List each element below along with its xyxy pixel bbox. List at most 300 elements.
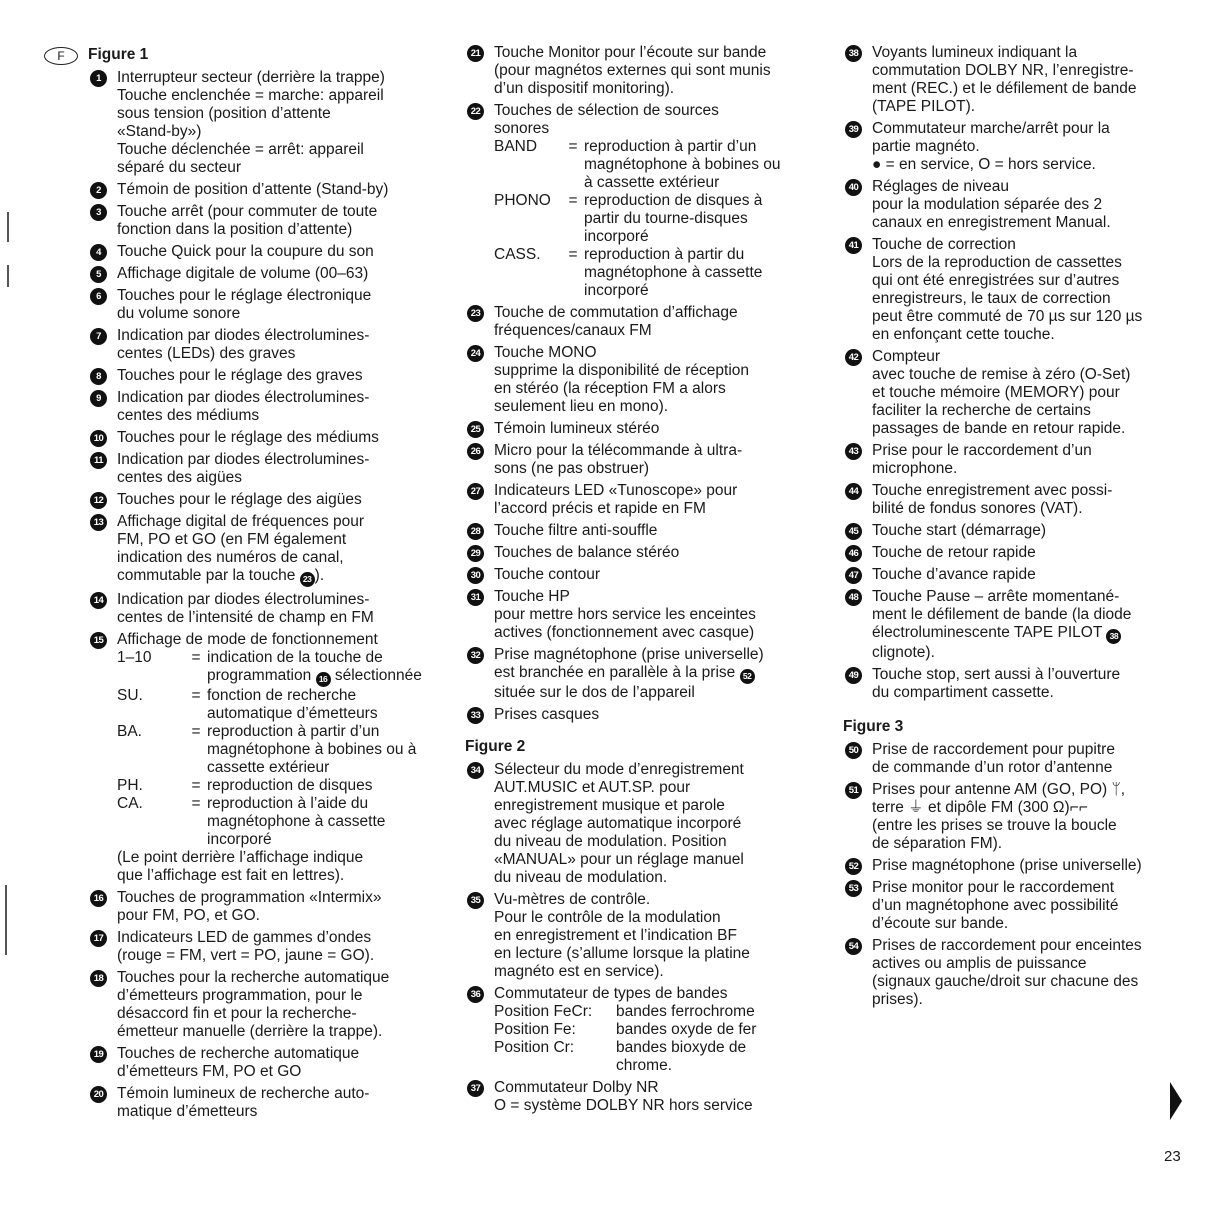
list-item-47 xyxy=(843,566,1193,584)
list-item-45 xyxy=(843,522,1193,540)
entry-line: est branchée en parallèle à la prise 52 xyxy=(494,664,820,684)
list-item-21 xyxy=(465,44,820,98)
entry-line: Touche start (démarrage) xyxy=(872,522,1047,539)
entry-line: O = système DOLBY NR hors service xyxy=(494,1097,753,1114)
entry-line: Compteur xyxy=(872,348,941,365)
definition-key: PH. xyxy=(117,777,143,794)
entry-list xyxy=(465,985,820,1075)
list-item-5 xyxy=(88,265,443,283)
entry-line: Touche contour xyxy=(494,566,600,583)
entry-line: du niveau de modulation. xyxy=(494,869,668,886)
entry-line: (pour magnétos externes qui sont munis xyxy=(494,62,771,79)
entry-line: Voyants lumineux indiquant la xyxy=(872,44,1078,61)
entry-line: Témoin de position d’attente (Stand-by) xyxy=(117,181,389,198)
entry-list xyxy=(465,102,820,300)
item-number-badge: 4 xyxy=(90,244,107,261)
entry-line: sous tension (position d’attente xyxy=(117,105,331,122)
language-badge: F xyxy=(44,47,78,65)
figure-1-list xyxy=(88,69,443,1121)
reference-number-badge: 52 xyxy=(740,669,755,684)
entry-line: que l’affichage est fait en lettres). xyxy=(117,867,345,884)
entry-line: terre ⏚ et dipôle FM (300 Ω)⌐⌐ xyxy=(872,799,1088,816)
list-item-9 xyxy=(88,389,443,425)
entry-line: ment (REC.) et le défilement de bande xyxy=(872,80,1137,97)
entry-line: Interrupteur secteur (derrière la trappe) xyxy=(117,69,385,86)
entry-line: fréquences/canaux FM xyxy=(494,322,652,339)
item-number-badge: 19 xyxy=(90,1046,107,1063)
definition-row xyxy=(494,192,820,246)
entry-line: indication de la touche de xyxy=(207,649,383,666)
item-number-badge: 35 xyxy=(467,892,484,909)
entry-line: partie magnéto. xyxy=(872,138,980,155)
entry-line: Touche enclenchée = marche: appareil xyxy=(117,87,384,104)
definition-key: 1–10 xyxy=(117,649,152,666)
item-number-badge: 8 xyxy=(90,368,107,385)
item-number-badge: 32 xyxy=(467,647,484,664)
list-item-15 xyxy=(88,631,443,885)
entry-line: Touche Pause – arrête momentané- xyxy=(872,588,1120,605)
definition-row xyxy=(494,246,820,300)
definition-key: Position FeCr: xyxy=(494,1003,593,1020)
list-item-52 xyxy=(843,857,1193,875)
definition-row xyxy=(117,723,443,777)
definition-value xyxy=(584,246,820,300)
column-2 xyxy=(465,44,820,1119)
entry-line: séparé du secteur xyxy=(117,159,242,176)
entry-line: incorporé xyxy=(584,282,649,299)
list-item-38 xyxy=(843,44,1193,116)
item-number-badge: 13 xyxy=(90,514,107,531)
list-item-6 xyxy=(88,287,443,323)
entry-line: (TAPE PILOT). xyxy=(872,98,976,115)
entry-line: en stéréo (la réception FM a alors xyxy=(494,380,726,397)
definition-key: PHONO xyxy=(494,192,551,209)
entry-line: avec réglage automatique incorporé xyxy=(494,815,742,832)
entry-line: reproduction à partir du xyxy=(584,246,745,263)
definition-value xyxy=(584,138,820,192)
list-item-1 xyxy=(88,69,443,177)
entry-list xyxy=(843,44,1193,702)
entry-line: Touche arrêt (pour commuter de toute xyxy=(117,203,378,220)
item-number-badge: 23 xyxy=(467,305,484,322)
list-item-46 xyxy=(843,544,1193,562)
item-number-badge: 33 xyxy=(467,707,484,724)
entry-line: Affichage digital de fréquences pour xyxy=(117,513,365,530)
entry-line: désaccord fin et pour la recherche- xyxy=(117,1005,357,1022)
entry-line: Vu-mètres de contrôle. xyxy=(494,891,651,908)
item-number-badge: 34 xyxy=(467,762,484,779)
entry-line: Touche MONO xyxy=(494,344,597,361)
list-item-16 xyxy=(88,889,443,925)
definition-row xyxy=(494,1003,820,1021)
entry-line: Touche déclenchée = arrêt: appareil xyxy=(117,141,364,158)
entry-line: Indication par diodes électrolumines- xyxy=(117,451,370,468)
item-number-badge: 16 xyxy=(90,890,107,907)
item-number-badge: 36 xyxy=(467,986,484,1003)
scan-mark xyxy=(5,885,7,955)
entry-line: centes des aigües xyxy=(117,469,242,486)
item-number-badge: 37 xyxy=(467,1080,484,1097)
entry-line: Touche de retour rapide xyxy=(872,544,1036,561)
entry-line: émetteur manuelle (derrière la trappe). xyxy=(117,1023,383,1040)
entry-line: reproduction de disques xyxy=(207,777,373,794)
definition-key: BA. xyxy=(117,723,142,740)
definition-equals: = xyxy=(191,723,201,740)
entry-line: magnétophone à cassette xyxy=(584,264,763,281)
entry-line: actives (fonctionnement avec casque) xyxy=(494,624,755,641)
entry-line: (Le point derrière l’affichage indique xyxy=(117,849,364,866)
entry-line: FM, PO et GO (en FM également xyxy=(117,531,347,548)
item-number-badge: 43 xyxy=(845,443,862,460)
list-item-24 xyxy=(465,344,820,416)
entry-line: à cassette extérieur xyxy=(584,174,720,191)
entry-line: Prises casques xyxy=(494,706,600,723)
entry-line: Touches pour la recherche automatique xyxy=(117,969,390,986)
entry-line: microphone. xyxy=(872,460,958,477)
entry-line: indication des numéros de canal, xyxy=(117,549,344,566)
item-number-badge: 39 xyxy=(845,121,862,138)
entry-line: passages de bande en retour rapide. xyxy=(872,420,1126,437)
entry-line: Prises pour antenne AM (GO, PO) ᛘ, xyxy=(872,781,1126,798)
entry-line: (signaux gauche/droit sur chacune des xyxy=(872,973,1139,990)
item-number-badge: 38 xyxy=(845,45,862,62)
entry-line: avec touche de remise à zéro (O-Set) xyxy=(872,366,1131,383)
entry-line: matique d’émetteurs xyxy=(117,1103,258,1120)
list-item-37 xyxy=(465,1079,820,1115)
entry-line: Indication par diodes électrolumines- xyxy=(117,327,370,344)
entry-line: Pour le contrôle de la modulation xyxy=(494,909,721,926)
list-item-44 xyxy=(843,482,1193,518)
entry-line: Lors de la reproduction de cassettes xyxy=(872,254,1122,271)
definition-equals: = xyxy=(191,649,201,666)
item-number-badge: 7 xyxy=(90,328,107,345)
entry-line: partir du tourne-disques xyxy=(584,210,748,227)
item-number-badge: 44 xyxy=(845,483,862,500)
definition-equals: = xyxy=(568,246,578,263)
entry-line: clignote). xyxy=(872,644,935,661)
definition-row xyxy=(494,1039,820,1075)
definition-value xyxy=(584,192,820,246)
definition-equals: = xyxy=(191,777,201,794)
entry-line: canaux en enregistrement Manual. xyxy=(872,214,1111,231)
figure-3-heading xyxy=(843,716,1193,738)
reference-number-badge: 38 xyxy=(1106,629,1121,644)
entry-line: enregistrement musique et parole xyxy=(494,797,725,814)
entry-line: reproduction à partir d’un xyxy=(207,723,380,740)
item-number-badge: 17 xyxy=(90,930,107,947)
definition-equals: = xyxy=(568,192,578,209)
list-item-36 xyxy=(465,985,820,1075)
list-item-13 xyxy=(88,513,443,587)
entry-line: Touche stop, sert aussi à l’ouverture xyxy=(872,666,1121,683)
entry-line: bandes oxyde de fer xyxy=(616,1021,757,1038)
entry-line: pour FM, PO, et GO. xyxy=(117,907,260,924)
entry-line: bandes bioxyde de xyxy=(616,1039,747,1056)
definition-row xyxy=(117,795,443,849)
entry-line: Touches pour le réglage des médiums xyxy=(117,429,379,446)
entry-line: Prise de raccordement pour pupitre xyxy=(872,741,1115,758)
figure-1-heading xyxy=(57,44,443,66)
entry-line: Sélecteur du mode d’enregistrement xyxy=(494,761,744,778)
definition-row xyxy=(494,138,820,192)
item-number-badge: 31 xyxy=(467,589,484,606)
entry-line: incorporé xyxy=(207,831,272,848)
list-item-14 xyxy=(88,591,443,627)
list-item-48 xyxy=(843,588,1193,662)
list-item-50 xyxy=(843,741,1193,777)
entry-line: bilité de fondus sonores (VAT). xyxy=(872,500,1083,517)
entry-line: centes de l’intensité de champ en FM xyxy=(117,609,374,626)
entry-line: d’émetteurs programmation, pour le xyxy=(117,987,363,1004)
entry-line: chrome. xyxy=(616,1057,672,1074)
list-item-49 xyxy=(843,666,1193,702)
entry-line: Réglages de niveau xyxy=(872,178,1010,195)
entry-line: Touche de commutation d’affichage xyxy=(494,304,738,321)
entry-line: d’émetteurs FM, PO et GO xyxy=(117,1063,302,1080)
definition-row xyxy=(117,687,443,723)
item-number-badge: 11 xyxy=(90,452,107,469)
entry-line: Commutateur marche/arrêt pour la xyxy=(872,120,1110,137)
entry-line: de séparation FM). xyxy=(872,835,1003,852)
figure-title: Figure 1 xyxy=(88,46,149,63)
figure-title: Figure 3 xyxy=(843,718,904,735)
item-number-badge: 29 xyxy=(467,545,484,562)
list-item-4 xyxy=(88,243,443,261)
entry-line: et touche mémoire (MEMORY) pour xyxy=(872,384,1120,401)
list-item-20 xyxy=(88,1085,443,1121)
entry-line: fonction de recherche xyxy=(207,687,357,704)
list-item-43 xyxy=(843,442,1193,478)
entry-line: Affichage digitale de volume (00–63) xyxy=(117,265,369,282)
entry-line: programmation 16 sélectionnée xyxy=(207,667,443,687)
list-item-12 xyxy=(88,491,443,509)
entry-line: Prise magnétophone (prise universelle) xyxy=(494,646,764,663)
entry-line: pour mettre hors service les enceintes xyxy=(494,606,756,623)
entry-line: Touches pour le réglage des aigües xyxy=(117,491,362,508)
item-number-badge: 2 xyxy=(90,182,107,199)
item-number-badge: 41 xyxy=(845,237,862,254)
item-number-badge: 24 xyxy=(467,345,484,362)
entry-line: du niveau de modulation. Position xyxy=(494,833,727,850)
list-item-35 xyxy=(465,891,820,981)
entry-line: Touches de sélection de sources xyxy=(494,102,719,119)
definition-equals: = xyxy=(191,795,201,812)
entry-line: Touches pour le réglage des graves xyxy=(117,367,363,384)
entry-line: ● = en service, O = hors service. xyxy=(872,156,1096,173)
definition-value xyxy=(207,777,443,795)
next-page-arrow-icon xyxy=(1170,1082,1182,1120)
list-item-11 xyxy=(88,451,443,487)
figure-title: Figure 2 xyxy=(465,738,526,755)
scan-mark xyxy=(7,212,9,242)
item-number-badge: 10 xyxy=(90,430,107,447)
item-number-badge: 28 xyxy=(467,523,484,540)
list-item-51 xyxy=(843,781,1193,853)
entry-line: Touches de programmation «Intermix» xyxy=(117,889,382,906)
entry-line: d’écoute sur bande. xyxy=(872,915,1009,932)
entry-line: Prise magnétophone (prise universelle) xyxy=(872,857,1142,874)
list-item-22 xyxy=(465,102,820,300)
list-item-23 xyxy=(465,304,820,340)
entry-list xyxy=(465,44,820,98)
entry-line: Commutateur Dolby NR xyxy=(494,1079,659,1096)
definition-equals: = xyxy=(191,687,201,704)
list-item-41 xyxy=(843,236,1193,344)
list-item-30 xyxy=(465,566,820,584)
entry-line: l’accord précis et rapide en FM xyxy=(494,500,706,517)
entry-line: Indication par diodes électrolumines- xyxy=(117,591,370,608)
item-number-badge: 18 xyxy=(90,970,107,987)
item-number-badge: 9 xyxy=(90,390,107,407)
entry-line: «Stand-by») xyxy=(117,123,202,140)
list-item-2 xyxy=(88,181,443,199)
item-number-badge: 26 xyxy=(467,443,484,460)
list-item-42 xyxy=(843,348,1193,438)
definition-value xyxy=(616,1039,820,1075)
item-number-badge: 40 xyxy=(845,179,862,196)
entry-line: Touche filtre anti-souffle xyxy=(494,522,658,539)
definition-key: CA. xyxy=(117,795,143,812)
entry-line: Affichage de mode de fonctionnement xyxy=(117,631,378,648)
entry-line: Témoin lumineux de recherche auto- xyxy=(117,1085,370,1102)
definition-row xyxy=(117,649,443,687)
item-number-badge: 53 xyxy=(845,880,862,897)
entry-line: commutable par la touche 23 ). xyxy=(117,567,443,587)
page-number: 23 xyxy=(1164,1148,1181,1165)
item-number-badge: 52 xyxy=(845,858,862,875)
definition-value xyxy=(616,1003,820,1021)
entry-line: reproduction de disques à xyxy=(584,192,763,209)
item-number-badge: 27 xyxy=(467,483,484,500)
list-item-31 xyxy=(465,588,820,642)
list-item-8 xyxy=(88,367,443,385)
entry-line: Indicateurs LED «Tunoscope» pour xyxy=(494,482,738,499)
item-number-badge: 46 xyxy=(845,545,862,562)
entry-line: enregistreurs, le taux de correction xyxy=(872,290,1111,307)
entry-line: peut être commuté de 70 µs sur 120 µs xyxy=(872,308,1143,325)
list-item-33 xyxy=(465,706,820,724)
entry-line: Prise pour le raccordement d’un xyxy=(872,442,1092,459)
item-number-badge: 22 xyxy=(467,103,484,120)
list-item-29 xyxy=(465,544,820,562)
entry-line: (entre les prises se trouve la boucle xyxy=(872,817,1117,834)
item-number-badge: 25 xyxy=(467,421,484,438)
entry-line: fonction dans la position d’attente) xyxy=(117,221,353,238)
item-number-badge: 47 xyxy=(845,567,862,584)
list-item-39 xyxy=(843,120,1193,174)
entry-line: en enregistrement et l’indication BF xyxy=(494,927,737,944)
entry-list xyxy=(465,304,820,724)
entry-line: magnéto est en service). xyxy=(494,963,664,980)
reference-number-badge: 16 xyxy=(316,672,331,687)
entry-line: Touche Quick pour la coupure du son xyxy=(117,243,374,260)
item-number-badge: 54 xyxy=(845,938,862,955)
item-number-badge: 42 xyxy=(845,349,862,366)
item-number-badge: 20 xyxy=(90,1086,107,1103)
item-number-badge: 50 xyxy=(845,742,862,759)
entry-line: en lecture (s’allume lorsque la platine xyxy=(494,945,750,962)
entry-line: Micro pour la télécommande à ultra- xyxy=(494,442,743,459)
entry-line: en enfonçant cette touche. xyxy=(872,326,1055,343)
list-item-32 xyxy=(465,646,820,702)
entry-line: bandes ferrochrome xyxy=(616,1003,755,1020)
entry-line: Touches de balance stéréo xyxy=(494,544,680,561)
definition-value xyxy=(207,795,443,849)
entry-line: de commande d’un rotor d’antenne xyxy=(872,759,1113,776)
definition-key: CASS. xyxy=(494,246,541,263)
definition-equals: = xyxy=(568,138,578,155)
entry-line: d’un magnétophone avec possibilité xyxy=(872,897,1119,914)
item-number-badge: 5 xyxy=(90,266,107,283)
list-item-18 xyxy=(88,969,443,1041)
definition-value xyxy=(616,1021,820,1039)
entry-list xyxy=(465,1079,820,1115)
item-number-badge: 30 xyxy=(467,567,484,584)
column-1 xyxy=(57,44,443,1125)
column-3 xyxy=(843,44,1193,1013)
item-number-badge: 49 xyxy=(845,667,862,684)
entry-line: reproduction à partir d’un xyxy=(584,138,757,155)
definition-key: Position Fe: xyxy=(494,1021,576,1038)
entry-line: centes (LEDs) des graves xyxy=(117,345,296,362)
entry-line: Touche HP xyxy=(494,588,570,605)
scan-mark xyxy=(7,265,9,287)
item-number-badge: 14 xyxy=(90,592,107,609)
entry-line: magnétophone à bobines ou à xyxy=(207,741,417,758)
definition-value xyxy=(207,723,443,777)
item-number-badge: 51 xyxy=(845,782,862,799)
definition-key: BAND xyxy=(494,138,538,155)
list-item-54 xyxy=(843,937,1193,1009)
entry-line: d’un dispositif monitoring). xyxy=(494,80,675,97)
list-item-7 xyxy=(88,327,443,363)
entry-line: magnétophone à bobines ou xyxy=(584,156,781,173)
entry-line: centes des médiums xyxy=(117,407,260,424)
entry-line: AUT.MUSIC et AUT.SP. pour xyxy=(494,779,691,796)
entry-line: Touches de recherche automatique xyxy=(117,1045,360,1062)
entry-line: Prise monitor pour le raccordement xyxy=(872,879,1115,896)
entry-line: qui ont été enregistrées sur d’autres xyxy=(872,272,1120,289)
list-item-3 xyxy=(88,203,443,239)
item-number-badge: 6 xyxy=(90,288,107,305)
list-item-34 xyxy=(465,761,820,887)
list-item-19 xyxy=(88,1045,443,1081)
entry-line: Commutateur de types de bandes xyxy=(494,985,728,1002)
reference-number-badge: 23 xyxy=(300,572,315,587)
list-item-27 xyxy=(465,482,820,518)
entry-line: sonores xyxy=(494,120,550,137)
figure-2-heading xyxy=(465,736,820,758)
entry-line: reproduction à l’aide du xyxy=(207,795,369,812)
entry-line: électroluminescente TAPE PILOT 38 xyxy=(872,624,1193,644)
entry-line: actives ou amplis de puissance xyxy=(872,955,1087,972)
list-item-28 xyxy=(465,522,820,540)
entry-line: pour la modulation séparée des 2 xyxy=(872,196,1103,213)
definition-row xyxy=(494,1021,820,1039)
entry-line: «MANUAL» pour un réglage manuel xyxy=(494,851,744,868)
entry-line: Touche d’avance rapide xyxy=(872,566,1036,583)
item-number-badge: 48 xyxy=(845,589,862,606)
entry-line: commutation DOLBY NR, l’enregistre- xyxy=(872,62,1134,79)
entry-list xyxy=(843,741,1193,1009)
entry-line: seulement lieu en mono). xyxy=(494,398,669,415)
entry-line: prises). xyxy=(872,991,923,1008)
entry-line: (rouge = FM, vert = PO, jaune = GO). xyxy=(117,947,375,964)
entry-line: Indication par diodes électrolumines- xyxy=(117,389,370,406)
entry-line: Témoin lumineux stéréo xyxy=(494,420,660,437)
definition-row xyxy=(117,777,443,795)
entry-line: Touche enregistrement avec possi- xyxy=(872,482,1113,499)
